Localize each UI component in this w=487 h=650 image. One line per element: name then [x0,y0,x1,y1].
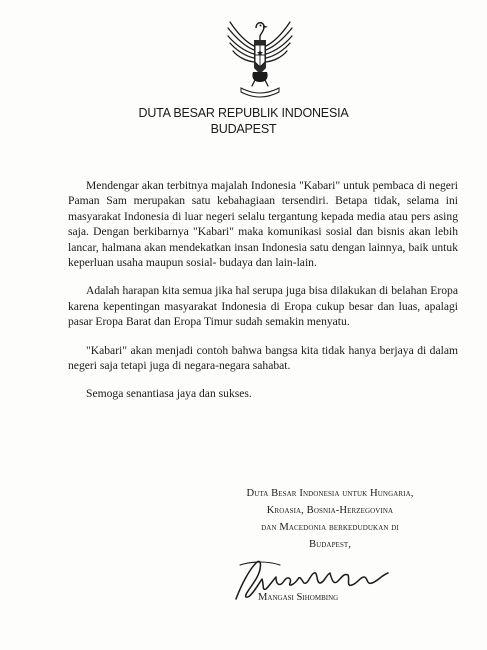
ambassador-title: DUTA BESAR REPUBLIK INDONESIA [138,106,349,120]
sender-line-2: Kroasia, Bosnia-Herzegovina [266,505,394,516]
paragraph-1: Mendengar akan terbitnya majalah Indonesia "Kabari" untuk pembaca di negeri Paman Sam merupakan satu kebahagiaan tersendiri. Betapa tidak, selama ini masyarakat Indonesia di luar negeri selalu tergantung kepada media atau pers asing saja. Dengan berkibarnya "Kabari" maka komunikasi sosial dan bisnis akan lebih lancar, halmana akan mendekatkan insan Indonesia satu dengan lainnya, baik untuk keperluan usaha maupun sosial- budaya dan lain-lain. [68,179,458,270]
garuda-emblem-icon [224,12,296,100]
city-title: BUDAPEST [210,122,277,136]
sender-line-4: Budapest, [308,539,352,550]
paragraph-3: "Kabari" akan menjadi contoh bahwa bangsa kita tidak hanya berjaya di dalam negeri saja tetapi juga di negara-negara sahabat. [68,343,458,373]
signer-name: Mangasi Sihombing [258,592,339,603]
sender-block [200,485,460,553]
sender-line-1: Duta Besar Indonesia untuk Hungaria, [246,488,414,499]
paragraph-2: Adalah harapan kita semua jika hal serupa juga bisa dilakukan di belahan Eropa karena kepentingan masyarakat Indonesia di Eropa cukup besar dan luas, apalagi pasar Eropa Barat dan Eropa Timur sudah semakin menyatu. [68,284,458,329]
sender-line-3: dan Macedonia berkedudukan di [261,522,399,533]
letter-body [68,178,458,415]
closing-line: Semoga senantiasa jaya dan sukses. [86,387,252,401]
